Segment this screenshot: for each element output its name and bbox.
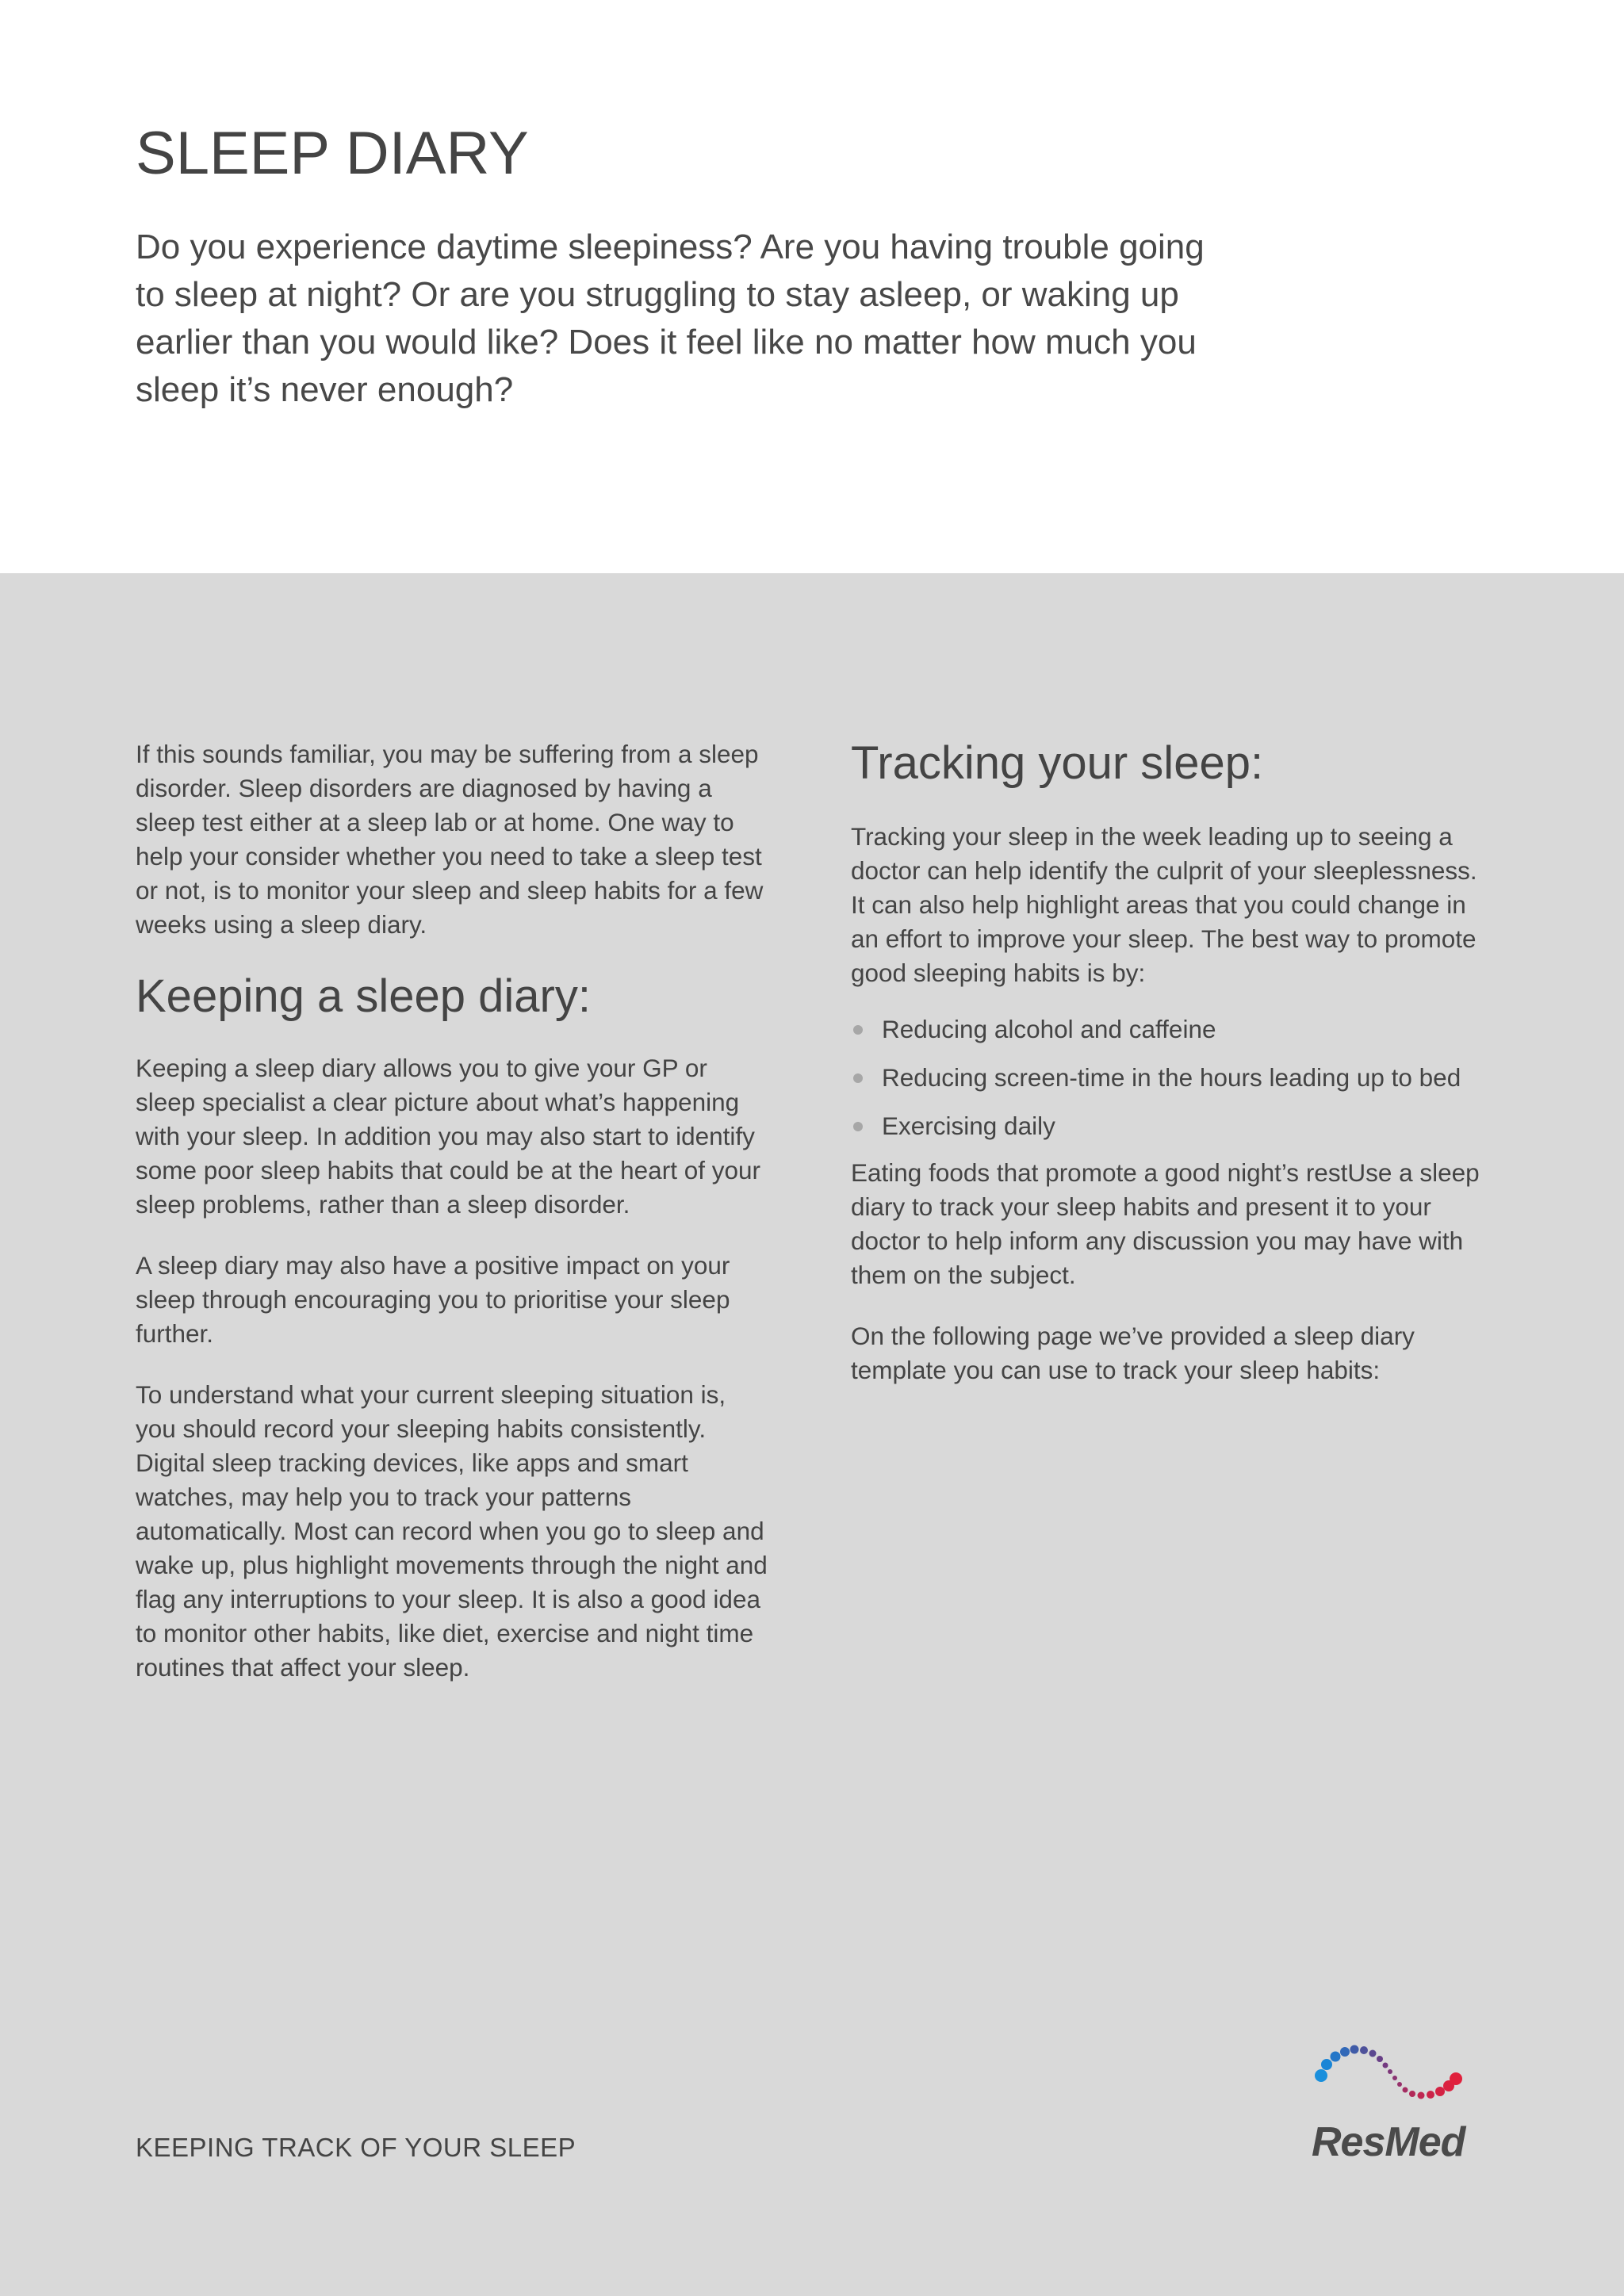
keeping-diary-heading: Keeping a sleep diary: — [136, 970, 591, 1022]
header-panel — [0, 0, 1624, 573]
right-paragraph-1: Tracking your sleep in the week leading up to seeing a doctor can help identify the culprit of your sleeplessness. It can also help highlight areas that you could change in an effort to improve your sleep. The best way to promote good sleeping habits is by: — [851, 821, 1477, 987]
bullet-icon — [853, 1122, 863, 1131]
habits-list — [851, 1012, 1485, 1143]
list-item-text: Exercising daily — [882, 1111, 1055, 1140]
right-paragraph-2: Eating foods that promote a good night’s restUse a sleep diary to track your sleep habits and present it to your doctor to help inform any discussion you may have with them on the subject. — [851, 1158, 1480, 1289]
resmed-logo-text: ResMed — [1312, 2119, 1465, 2165]
list-item — [851, 1109, 1485, 1143]
page-title: SLEEP DIARY — [136, 120, 529, 187]
list-item — [851, 1012, 1485, 1047]
left-paragraph-3: A sleep diary may also have a positive impact on your sleep through encouraging you to prioritise your sleep further. — [136, 1250, 730, 1348]
list-item — [851, 1061, 1485, 1095]
intro-paragraph: Do you experience daytime sleepiness? Are you having trouble going to sleep at night? Or are you struggling to stay asleep, or waking up earlier than you would like? Does it feel like no matter how much you sleep it’s never enough? — [136, 228, 1205, 409]
right-paragraph-3: On the following page we’ve provided a sleep diary template you can use to track your sleep habits: — [851, 1321, 1415, 1384]
list-item-text: Reducing screen-time in the hours leading up to bed — [882, 1062, 1461, 1092]
left-column — [136, 737, 770, 1712]
left-paragraph-4: To understand what your current sleeping situation is, you should record your sleeping habits consistently. Digital sleep tracking devices, like apps and smart watches, may help you to track your patterns automatically. Most can record when you go to sleep and wake up, plus highlight movements through the night and flag any interruptions to your sleep. It is also a good idea to monitor other habits, like diet, exercise and night time routines that affect your sleep. — [136, 1380, 768, 1682]
bullet-icon — [853, 1025, 863, 1035]
right-column — [851, 737, 1485, 1414]
left-paragraph-2: Keeping a sleep diary allows you to give your GP or sleep specialist a clear picture about what’s happening with your sleep. In addition you may also start to identify some poor sleep habits that could be at the heart of your sleep problems, rather than a sleep disorder. — [136, 1053, 760, 1219]
list-item-text: Reducing alcohol and caffeine — [882, 1014, 1216, 1043]
left-paragraph-1: If this sounds familiar, you may be suffering from a sleep disorder. Sleep disorders are diagnosed by having a sleep test either at a sleep lab or at home. One way to help your consider whether you need to take a sleep test or not, is to monitor your sleep and sleep habits for a few weeks using a sleep diary. — [136, 740, 764, 939]
bullet-icon — [853, 1073, 863, 1083]
tracking-sleep-heading: Tracking your sleep: — [851, 737, 1264, 789]
footer-label: KEEPING TRACK OF YOUR SLEEP — [136, 2133, 576, 2162]
